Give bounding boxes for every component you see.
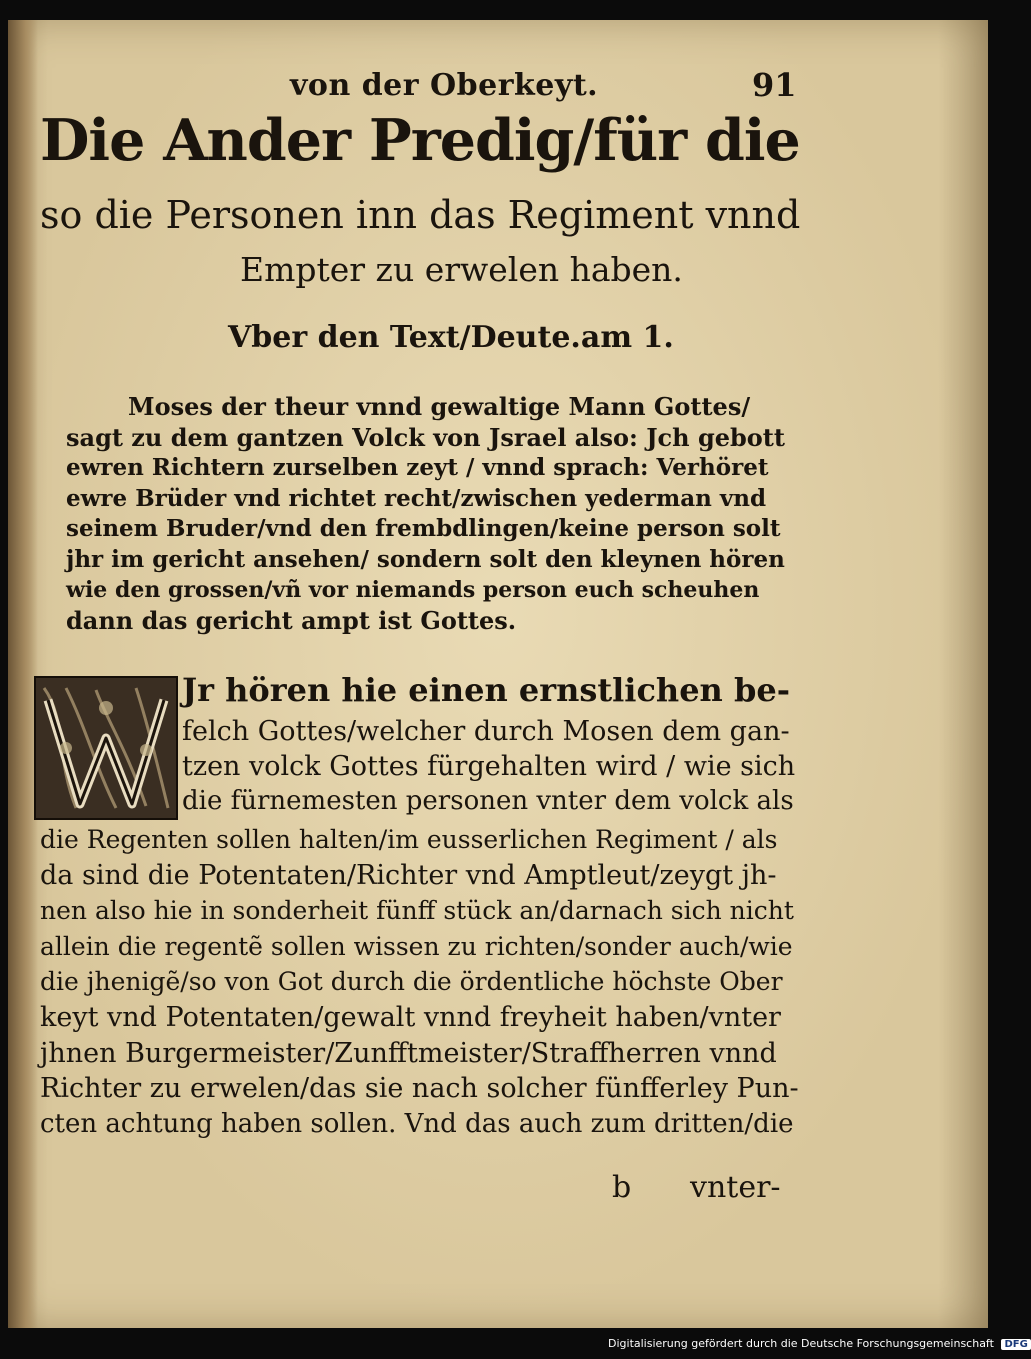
sermon-title-line-2: so die Personen inn das Regiment vnnd (40, 193, 801, 237)
body-line: keyt vnd Potentaten/gewalt vnnd freyheit haben/vnter (40, 1001, 781, 1033)
body-line: Jr hören hie einen ernstlichen be- (182, 671, 790, 709)
scripture-quote (66, 392, 786, 636)
page-number: 91 (752, 66, 797, 104)
body-line: allein die regentẽ sollen wissen zu richten/sonder auch/wie (40, 931, 793, 961)
quote-line: dann das gericht ampt ist Gottes. (66, 605, 517, 635)
quote-line: wie den grossen/vñ vor niemands person euch scheuhen (66, 577, 760, 603)
catchword: vnter- (690, 1170, 781, 1205)
page-gutter (8, 20, 38, 1328)
quote-line: seinem Bruder/vnd den frembdlingen/keine person solt (66, 515, 781, 542)
quote-line: ewre Brüder vnd richtet recht/zwischen yederman vnd (66, 484, 767, 512)
body-line: nen also hie in sonderheit fünff stück an/darnach sich nicht (40, 896, 794, 926)
sermon-title-line-3: Empter zu erwelen haben. (240, 250, 683, 289)
signature-mark: b (612, 1170, 632, 1205)
quote-line: jhr im gericht ansehen/ sondern solt den kleynen hören (66, 545, 785, 573)
decorated-initial-w-icon (34, 676, 178, 820)
funding-text: Digitalisierung gefördert durch die Deutsche Forschungsgemeinschaft (608, 1337, 994, 1350)
body-line: die fürnemesten personen vnter dem volck als (182, 786, 794, 816)
body-line: felch Gottes/welcher durch Mosen dem gan- (182, 716, 790, 747)
body-line: die jhenigẽ/so von Got durch die ördentliche höchste Ober (40, 967, 783, 997)
sermon-title-line-1: Die Ander Predig/für die (40, 107, 800, 174)
quote-line: Moses der theur vnnd gewaltige Mann Gottes/ (128, 392, 751, 421)
body-paragraph (40, 822, 800, 1142)
scripture-reference: Vber den Text/Deute.am 1. (228, 320, 674, 355)
quote-line: ewren Richtern zurselben zeyt / vnnd sprach: Verhöret (66, 454, 769, 481)
body-line: tzen volck Gottes fürgehalten wird / wie sich (182, 751, 796, 782)
body-line: da sind die Potentaten/Richter vnd Amptleut/zeygt jh- (40, 859, 777, 891)
body-line: Richter zu erwelen/das sie nach solcher fünfferley Pun- (40, 1073, 799, 1105)
opening-paragraph-lead (182, 666, 802, 819)
body-line: jhnen Burgermeister/Zunfftmeister/Straffherren vnnd (40, 1037, 777, 1069)
dfg-logo-icon: DFG (1001, 1339, 1030, 1350)
quote-line: sagt zu dem gantzen Volck von Jsrael also: Jch gebott (66, 422, 785, 452)
funding-footer (608, 1337, 1031, 1350)
body-line: cten achtung haben sollen. Vnd das auch zum dritten/die (40, 1108, 794, 1139)
body-line: die Regenten sollen halten/im eusserlichen Regiment / als (40, 825, 778, 854)
running-head: von der Oberkeyt. (290, 68, 599, 103)
